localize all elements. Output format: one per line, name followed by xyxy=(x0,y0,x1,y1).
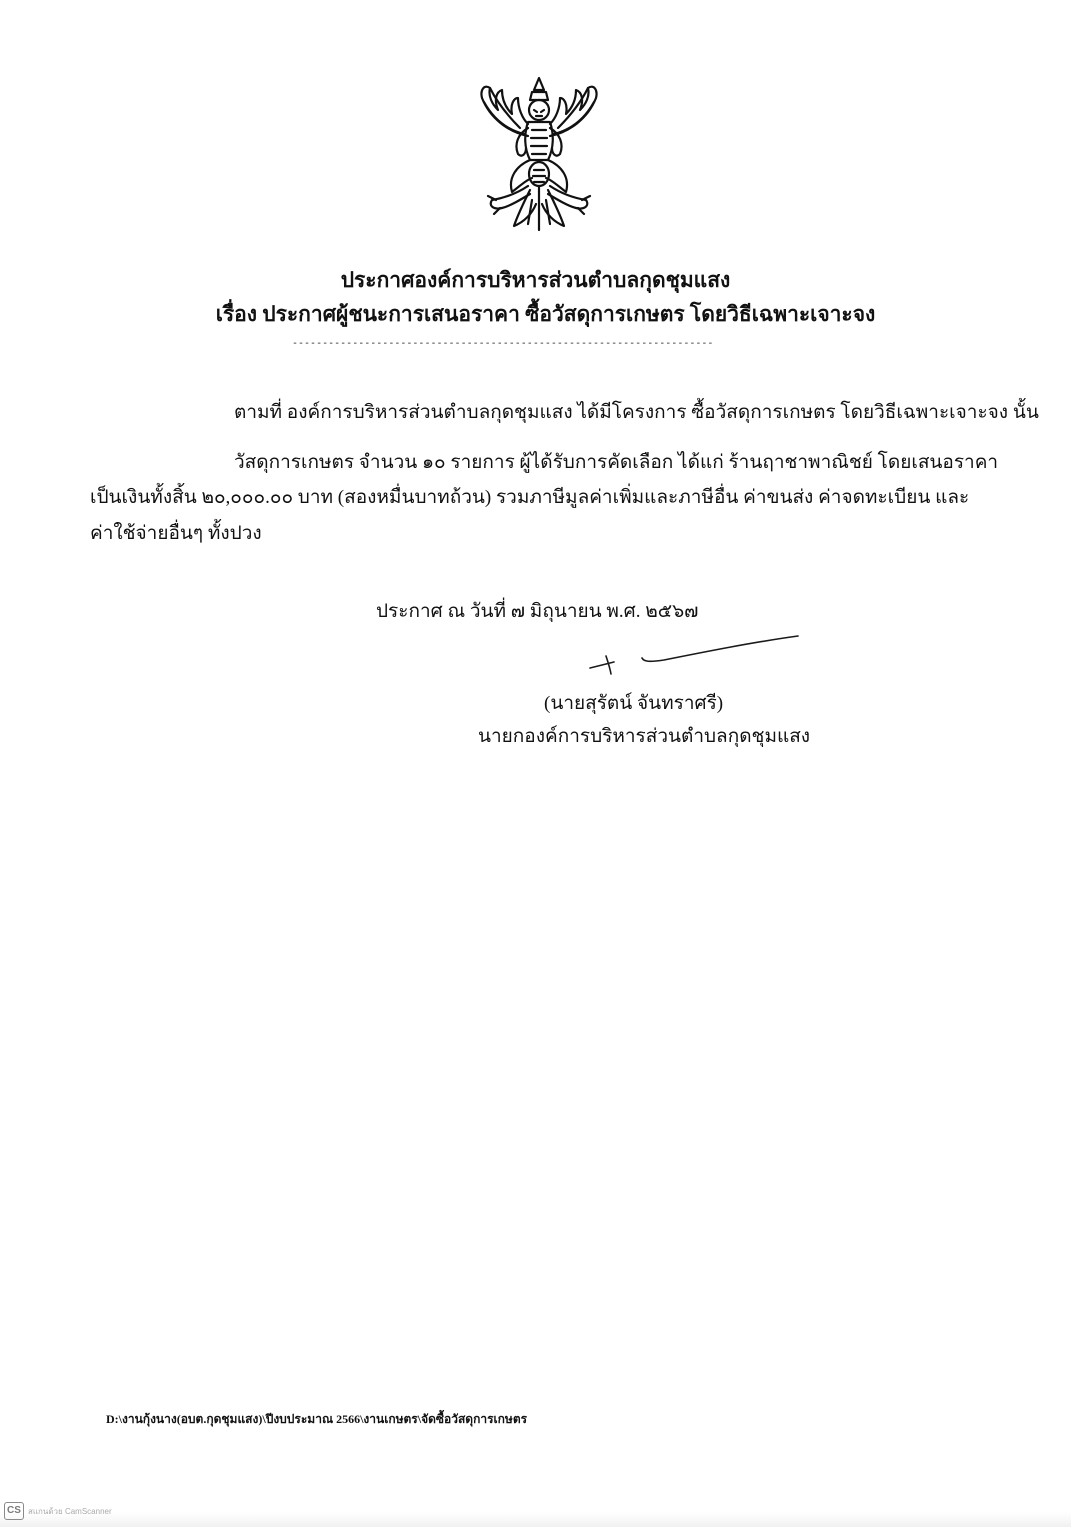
title-divider: ---------------------------------------------------------------------- xyxy=(292,338,714,349)
announcement-date: ประกาศ ณ วันที่ ๗ มิถุนายน พ.ศ. ๒๕๖๗ xyxy=(376,601,699,622)
body-paragraph-line-1: ตามที่ องค์การบริหารส่วนตำบลกุดชุมแสง ได้มีโครงการ ซื้อวัสดุการเกษตร โดยวิธีเฉพาะเจาะจง นั้น xyxy=(234,402,1039,423)
page-bottom-edge xyxy=(0,1512,1071,1527)
camscanner-logo-icon: CS xyxy=(4,1502,24,1520)
file-path-footer: D:\งานกุ้งนาง(อบต.กุดชุมแสง)\ปีงบประมาณ 2566\งานเกษตร\จัดซื้อวัสดุการเกษตร xyxy=(106,1412,528,1426)
body-paragraph-line-4: ค่าใช้จ่ายอื่นๆ ทั้งปวง xyxy=(90,523,262,544)
document-subject: เรื่อง ประกาศผู้ชนะการเสนอราคา ซื้อวัสดุการเกษตร โดยวิธีเฉพาะเจาะจง xyxy=(215,302,876,326)
signer-name: (นายสุรัตน์ จันทราศรี) xyxy=(544,693,724,714)
document-title: ประกาศองค์การบริหารส่วนตำบลกุดชุมแสง xyxy=(340,268,731,292)
handwritten-signature xyxy=(584,628,804,678)
signer-position: นายกองค์การบริหารส่วนตำบลกุดชุมแสง xyxy=(478,726,811,747)
scanner-watermark xyxy=(4,1502,112,1520)
watermark-text: สแกนด้วย CamScanner xyxy=(28,1506,112,1516)
body-paragraph-line-2: วัสดุการเกษตร จำนวน ๑๐ รายการ ผู้ได้รับการคัดเลือก ได้แก่ ร้านฤาชาพาณิชย์ โดยเสนอราคา xyxy=(234,452,999,473)
garuda-emblem-icon xyxy=(468,74,610,234)
body-paragraph-line-3: เป็นเงินทั้งสิ้น ๒๐,๐๐๐.๐๐ บาท (สองหมื่นบาทถ้วน) รวมภาษีมูลค่าเพิ่มและภาษีอื่น ค่าขนส่ง ค่าจดทะเบียน และ xyxy=(90,487,970,508)
